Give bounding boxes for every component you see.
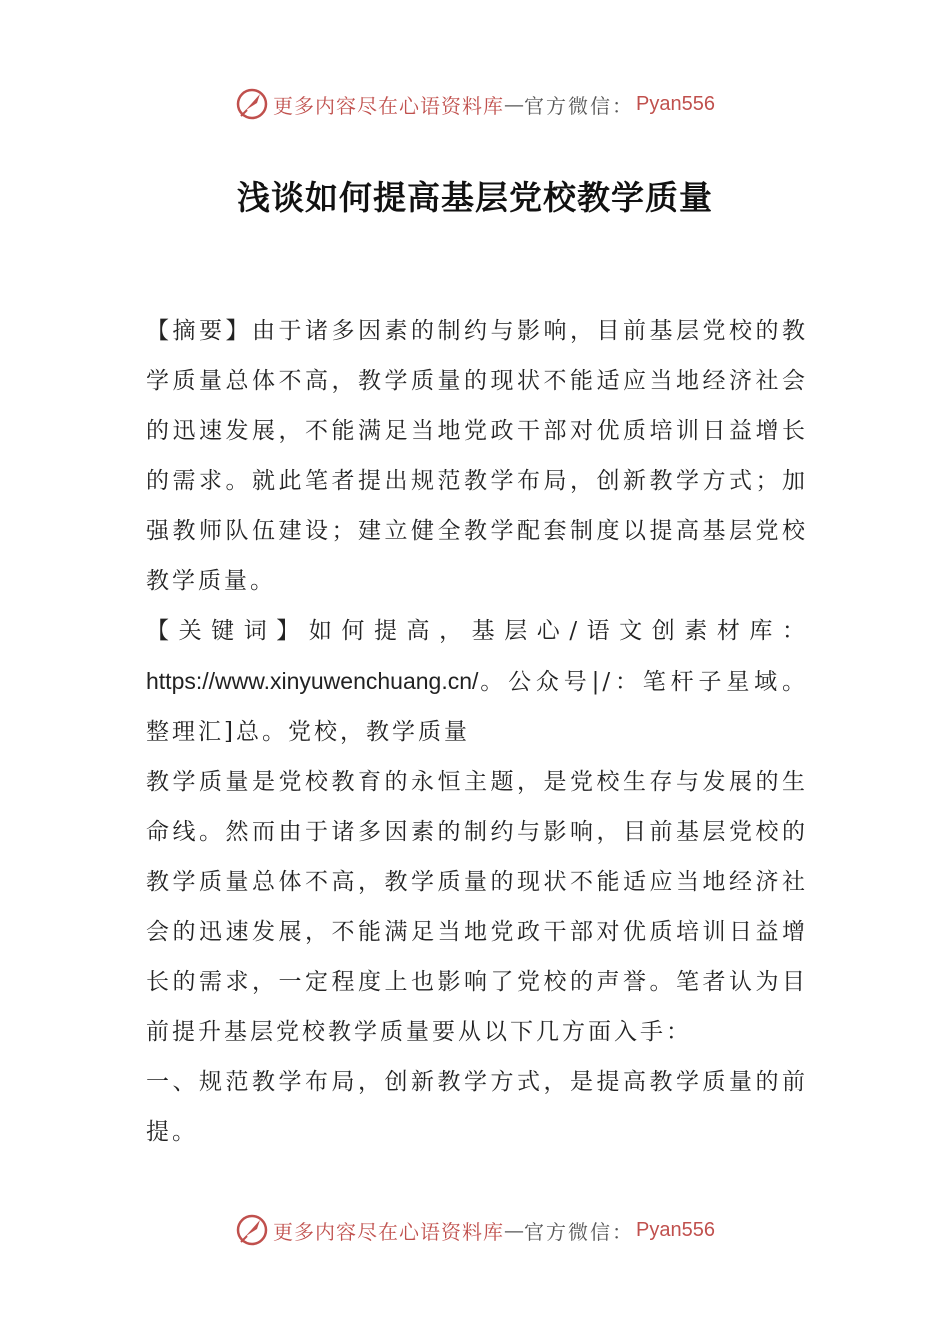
footer-banner [0,1210,950,1250]
abstract-paragraph: 【摘要】由于诸多因素的制约与影响，目前基层党校的教学质量总体不高，教学质量的现状不能适应当地经济社会的迅速发展，不能满足当地党政干部对优质培训日益增长的需求。就此笔者提出规范教学布局，创新教学方式；加强教师队伍建设；建立健全教学配套制度以提高基层党校教学质量。 [146,318,808,594]
keywords-url: https://www.xinyuwenchuang.cn/ [146,668,479,694]
document-title: 浅谈如何提高基层党校教学质量 [237,178,713,217]
keywords-suffix: 。公众号|/：笔杆子星域。整理汇]总。党校，教学质量 [146,669,808,745]
quill-logo-icon [235,1213,269,1247]
keywords-paragraph [146,606,808,757]
quill-logo-icon [235,87,269,121]
footer-dash: — [504,1218,525,1242]
document-body [146,306,808,1157]
header-dash: — [504,92,525,116]
section-1-heading: 一、规范教学布局，创新教学方式，是提高教学质量的前提。 [146,1069,808,1145]
header-wechat-id: Pyan556 [636,92,715,115]
footer-wechat-label: 官方微信： [524,1219,635,1244]
header-banner [0,84,950,124]
footer-slogan: 更多内容尽在心语资料库 [273,1219,505,1244]
header-wechat-label: 官方微信： [524,93,635,118]
intro-paragraph: 教学质量是党校教育的永恒主题，是党校生存与发展的生命线。然而由于诸多因素的制约与影响，目前基层党校的教学质量总体不高，教学质量的现状不能适应当地经济社会的迅速发展，不能满足当地党政干部对优质培训日益增长的需求，一定程度上也影响了党校的声誉。笔者认为目前提升基层党校教学质量要从以下几方面入手： [146,769,808,1045]
keywords-prefix: 【关键词】如何提高，基层心/语文创素材库： [146,618,808,644]
footer-wechat-id: Pyan556 [636,1218,715,1241]
header-slogan: 更多内容尽在心语资料库 [273,93,505,118]
